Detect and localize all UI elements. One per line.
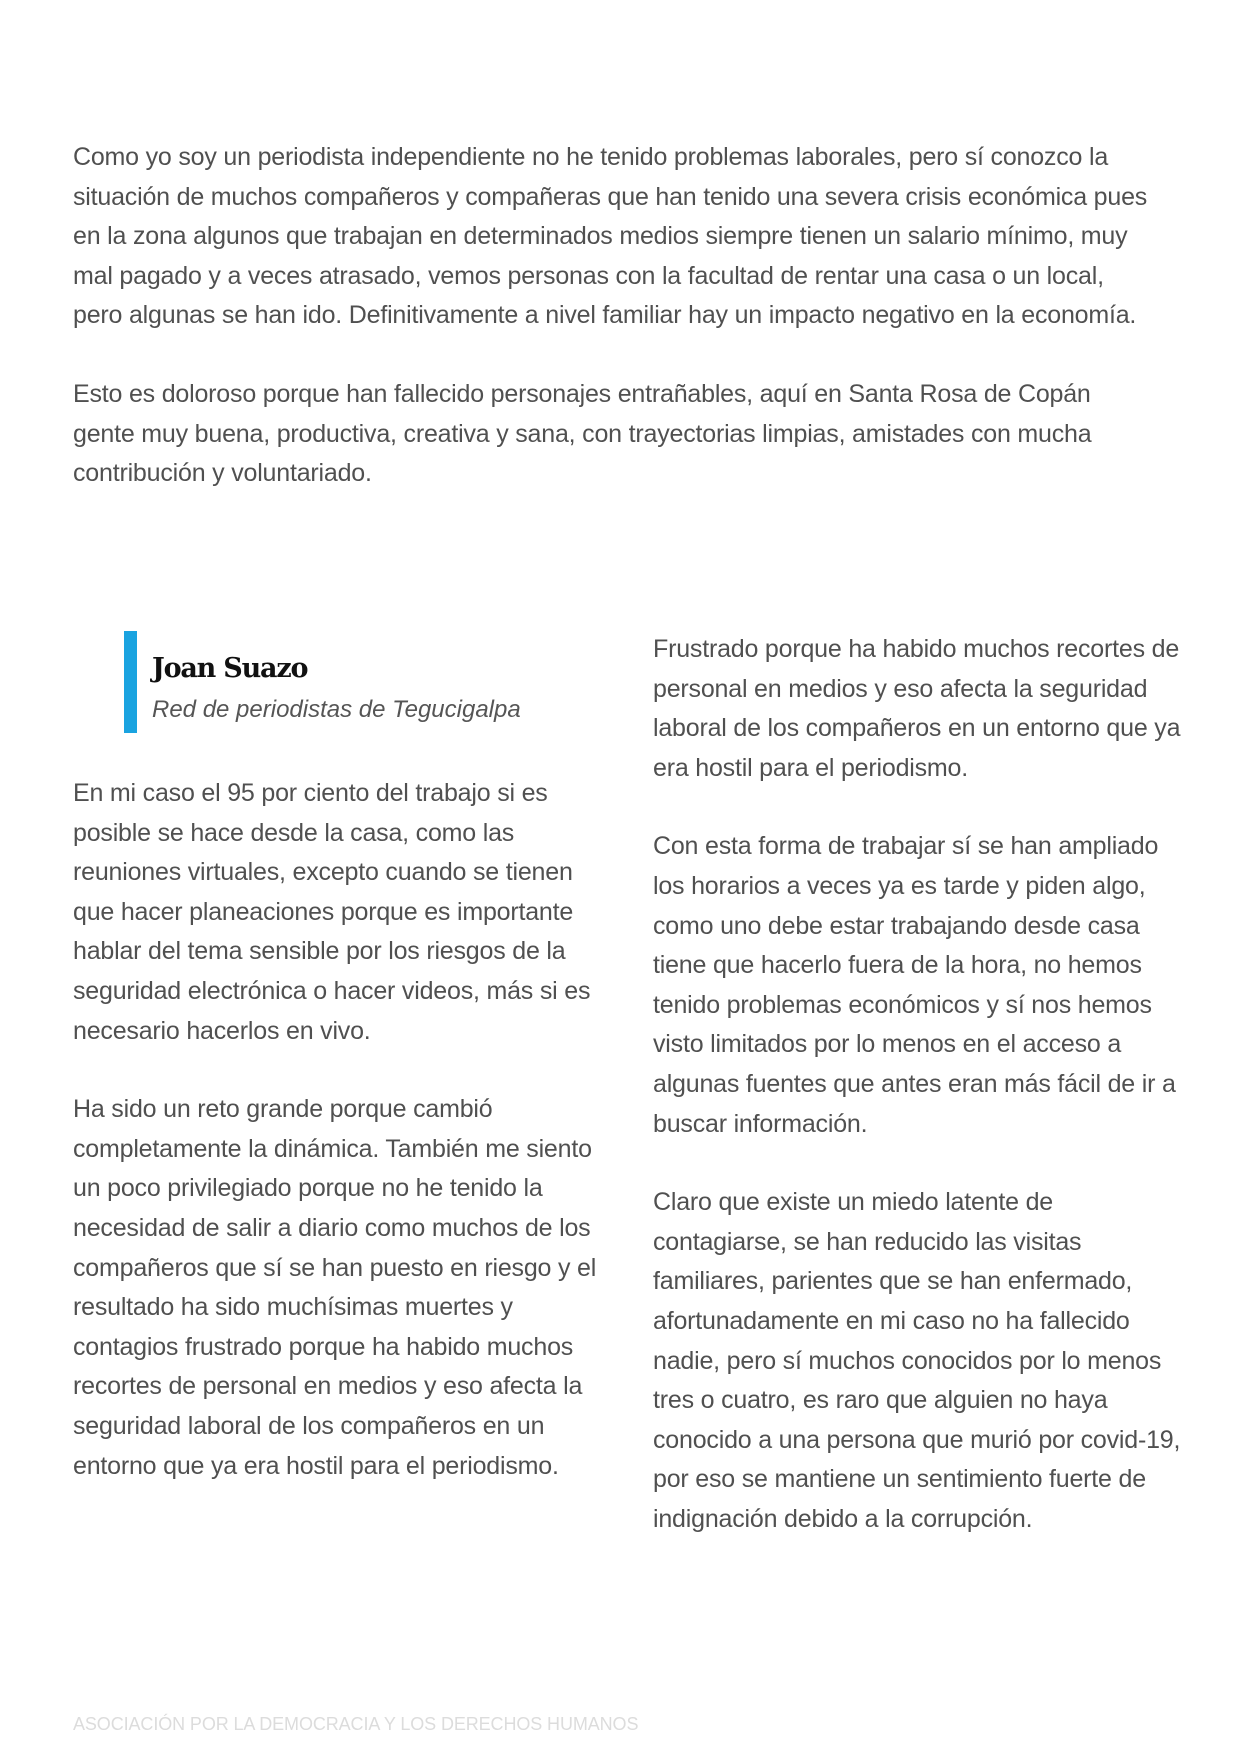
left-paragraph-1: En mi caso el 95 por ciento del trabajo si es posible se hace desde la casa, como las reuniones virtuales, excepto cuando se tienen que hacer planeaciones porque es importante hablar del tema sensible por los riesgos de la seguridad electrónica o hacer videos, más si es necesario hacerlos en vivo.: [73, 779, 591, 1045]
footer-organization: ASOCIACIÓN POR LA DEMOCRACIA Y LOS DERECHOS HUMANOS: [73, 1714, 639, 1734]
left-column: [73, 774, 603, 1486]
intro-paragraph-2: Esto es doloroso porque han fallecido personajes entrañables, aquí en Santa Rosa de Copán gente muy buena, productiva, creativa y sana, con trayectorias limpias, amistades con mucha contribución y voluntariado.: [73, 379, 1092, 488]
right-column: [653, 630, 1183, 1539]
left-paragraph-2: Ha sido un reto grande porque cambió completamente la dinámica. También me siento un poco privilegiado porque no he tenido la necesidad de salir a diario como muchos de los compañeros que sí se han puesto en riesgo y el resultado ha sido muchísimas muertes y contagios frustrado porque ha habido muchos recortes de personal en medios y eso afecta la seguridad laboral de los compañeros en un entorno que ya era hostil para el periodismo.: [73, 1095, 597, 1480]
right-paragraph-2: Con esta forma de trabajar sí se han ampliado los horarios a veces ya es tarde y piden algo, como uno debe estar trabajando desde casa tiene que hacerlo fuera de la hora, no hemos tenido problemas económicos y sí nos hemos visto limitados por lo menos en el acceso a algunas fuentes que antes eran más fácil de ir a buscar información.: [653, 832, 1176, 1138]
right-paragraph-3: Claro que existe un miedo latente de contagiarse, se han reducido las visitas familiares, parientes que se han enfermado, afortunadamente en mi caso no ha fallecido nadie, pero sí muchos conocidos por lo menos tres o cuatro, es raro que alguien no haya conocido a una persona que murió por covid-19, por eso se mantiene un sentimiento fuerte de indignación debido a la corrupción.: [653, 1188, 1181, 1533]
speaker-attribution: [124, 631, 604, 733]
speaker-accent-bar: [124, 631, 137, 733]
speaker-organization: Red de periodistas de Tegucigalpa: [152, 696, 521, 723]
speaker-name: Joan Suazo: [152, 653, 308, 684]
intro-paragraph-1: Como yo soy un periodista independiente no he tenido problemas laborales, pero sí conozco la situación de muchos compañeros y compañeras que han tenido una severa crisis económica pues en la zona algunos que trabajan en determinados medios siempre tienen un salario mínimo, muy mal pagado y a veces atrasado, vemos personas con la facultad de rentar una casa o un local, pero algunas se han ido. Definitivamente a nivel familiar hay un impacto negativo en la economía.: [73, 143, 1148, 330]
intro-section: [73, 138, 1153, 494]
right-paragraph-1: Frustrado porque ha habido muchos recortes de personal en medios y eso afecta la seguridad laboral de los compañeros en un entorno que ya era hostil para el periodismo.: [653, 635, 1181, 782]
